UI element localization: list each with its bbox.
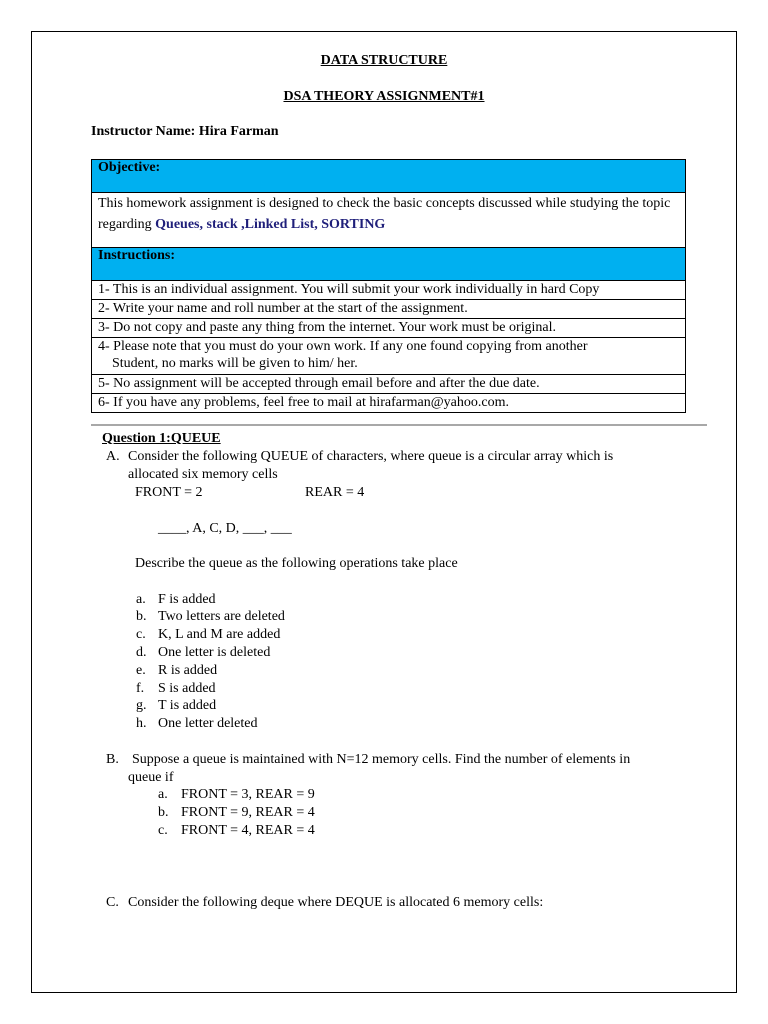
part-b-item-text: FRONT = 3, REAR = 9 [181, 787, 315, 802]
op-text: F is added [158, 592, 216, 607]
op-marker: a. [136, 592, 146, 607]
instruction-2: 2- Write your name and roll number at the start of the assignment. [92, 300, 686, 319]
objective-text [92, 193, 686, 248]
objective-topics: Queues, stack ,Linked List, SORTING [155, 217, 386, 232]
front-value: FRONT = 2 [135, 485, 203, 500]
part-a-line2: allocated six memory cells [128, 467, 278, 482]
op-marker: f. [136, 681, 145, 696]
op-text: T is added [158, 698, 217, 713]
part-b-item-marker: b. [158, 805, 169, 820]
part-a-marker: A. [106, 449, 120, 464]
part-b-line1: Suppose a queue is maintained with N=12 memory cells. Find the number of elements in [132, 752, 631, 767]
part-b-line2: queue if [128, 770, 174, 785]
part-b-item-marker: c. [158, 823, 168, 838]
course-title: DATA STRUCTURE [320, 53, 448, 68]
op-text: Two letters are deleted [158, 609, 285, 624]
section-divider [91, 424, 707, 426]
op-text: One letter is deleted [158, 645, 271, 660]
part-c-line1: Consider the following deque where DEQUE is allocated 6 memory cells: [128, 895, 544, 910]
queue-contents: ____, A, C, D, ___, ___ [158, 521, 292, 536]
op-text: R is added [158, 663, 218, 678]
objective-heading: Objective: [92, 160, 686, 193]
instruction-4-line2: Student, no marks will be given to him/ her. [112, 356, 358, 371]
objective-prefix: This homework assignment is designed to check the basic concepts discussed while studying the topic regarding [98, 196, 671, 232]
part-b-marker: B. [106, 752, 119, 767]
assignment-title: DSA THEORY ASSIGNMENT#1 [283, 89, 485, 104]
objective-instructions-table [91, 159, 686, 413]
part-b-item-text: FRONT = 4, REAR = 4 [181, 823, 315, 838]
instruction-4-line1: 4- Please note that you must do your own work. If any one found copying from another [98, 339, 588, 354]
part-a-line1: Consider the following QUEUE of characters, where queue is a circular array which is [128, 449, 614, 464]
instruction-5: 5- No assignment will be accepted through email before and after the due date. [92, 375, 686, 394]
question-1-title: Question 1:QUEUE [102, 431, 221, 446]
part-c-marker: C. [106, 895, 119, 910]
op-marker: c. [136, 627, 146, 642]
instruction-4 [92, 338, 686, 375]
op-marker: g. [136, 698, 147, 713]
op-marker: h. [136, 716, 147, 731]
part-b-item-text: FRONT = 9, REAR = 4 [181, 805, 315, 820]
rear-value: REAR = 4 [305, 485, 365, 500]
describe-text: Describe the queue as the following operations take place [135, 556, 458, 571]
op-marker: d. [136, 645, 147, 660]
op-text: One letter deleted [158, 716, 258, 731]
instructions-heading: Instructions: [92, 248, 686, 281]
op-text: S is added [158, 681, 216, 696]
op-marker: e. [136, 663, 146, 678]
part-b-item-marker: a. [158, 787, 168, 802]
instruction-3: 3- Do not copy and paste any thing from the internet. Your work must be original. [92, 319, 686, 338]
op-marker: b. [136, 609, 147, 624]
instructor-name: Instructor Name: Hira Farman [91, 124, 279, 139]
op-text: K, L and M are added [158, 627, 281, 642]
instruction-6: 6- If you have any problems, feel free to mail at hirafarman@yahoo.com. [92, 394, 686, 413]
instruction-1: 1- This is an individual assignment. You will submit your work individually in hard Copy [92, 281, 686, 300]
